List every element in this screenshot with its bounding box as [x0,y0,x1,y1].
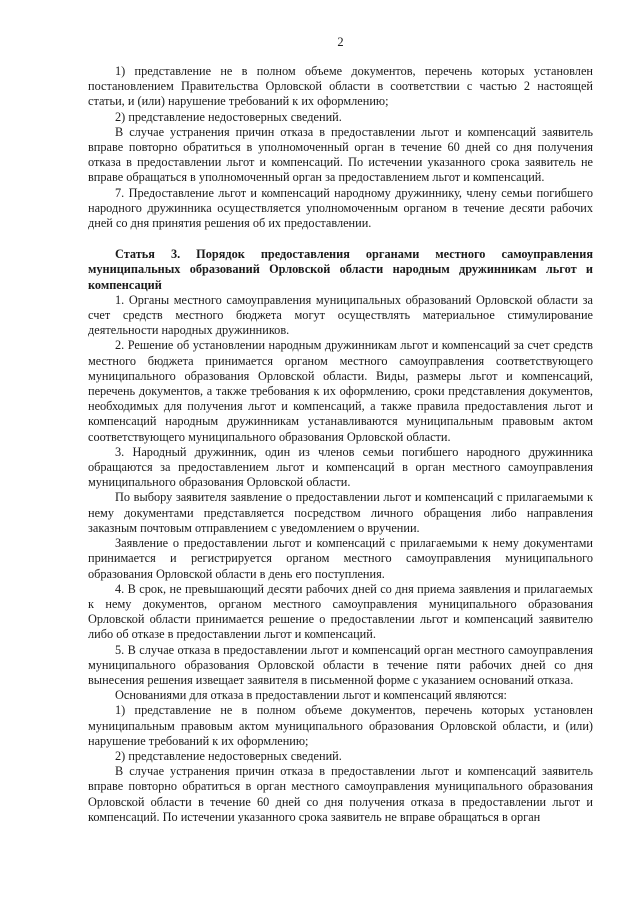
paragraph: 2) представление недостоверных сведений. [115,109,342,124]
article-heading: Статья 3. Порядок предоставления органами местного самоуправления муниципальных образований Орловской области народным дружинникам льгот и компенсаций [88,247,593,292]
section-article-3 [88,293,593,825]
paragraph: 5. В случае отказа в предоставлении льгот и компенсаций орган местного самоуправления муниципального образования Орловской области в течение пяти рабочих дней со дня вынесения решения извещает заявителя в письменной форме с указанием оснований отказа. [88,642,593,687]
paragraph: 2. Решение об установлении народным дружинникам льгот и компенсаций за счет средств местного бюджета принимается органом местного самоуправления соответствующего муниципального образования Орловской области. Виды, размеры льгот и компенсаций, перечень документов, а также требования к их оформлению, сроки представления документов, необходимых для получения льгот и компенсаций, а также правила предоставления льгот и компенсаций народным дружинникам устанавливаются муниципальным правовым актом соответствующего муниципального образования Орловской области. [88,338,593,444]
paragraph: Основаниями для отказа в предоставлении льгот и компенсаций являются: [115,688,507,703]
section-previous-article-continuation [88,64,593,231]
paragraph: 3. Народный дружинник, один из членов семьи погибшего народного дружинника обращаются за предоставлением льгот и компенсаций в орган местного самоуправления муниципального образования Орловской области. [88,444,593,490]
paragraph: В случае устранения причин отказа в предоставлении льгот и компенсаций заявитель вправе повторно обратиться в уполномоченный орган в течение 60 дней со дня получения отказа в предоставлении льгот и компенсаций. По истечении указанного срока заявитель не вправе обращаться в уполномоченный орган за предоставлением льгот и компенсаций. [88,124,593,185]
paragraph: По выбору заявителя заявление о предоставлении льгот и компенсаций с прилагаемыми к нему документами представляется посредством личного обращения либо направления заказным почтовым отправлением с уведомлением о вручении. [88,490,593,535]
paragraph: 7. Предоставление льгот и компенсаций народному дружиннику, члену семьи погибшего народного дружинника осуществляется уполномоченным органом в течение десяти рабочих дней со дня принятия решения об их предоставлении. [88,185,593,231]
paragraph: 1) представление не в полном объеме документов, перечень которых установлен муниципальным правовым актом муниципального образования Орловской области, и (или) нарушение требований к их оформлению; [88,703,593,748]
paragraph: 1) представление не в полном объеме документов, перечень которых установлен постановлением Правительства Орловской области в соответствии с частью 2 настоящей статьи, и (или) нарушение требований к их оформлению; [88,64,593,109]
paragraph: 1. Органы местного самоуправления муниципальных образований Орловской области за счет средств местного бюджета могут осуществлять материальное стимулирование деятельности народных дружинников. [88,292,593,338]
page-number: 2 [337,35,344,49]
paragraph: 2) представление недостоверных сведений. [115,748,342,763]
paragraph: Заявление о предоставлении льгот и компенсаций с прилагаемыми к нему документами принимается и регистрируется органом местного самоуправления муниципального образования Орловской области в день его поступления. [88,536,593,581]
document-page [88,34,593,825]
paragraph: 4. В срок, не превышающий десяти рабочих дней со дня приема заявления и прилагаемых к нему документов, органом местного самоуправления муниципального образования Орловской области принимается решение о предоставлении льгот и компенсаций заявителю либо об отказе в предоставлении льгот и компенсаций. [88,581,593,642]
paragraph: В случае устранения причин отказа в предоставлении льгот и компенсаций заявитель вправе повторно обратиться в орган местного самоуправления муниципального образования Орловской области в течение 60 дней со дня получения отказа в предоставлении льгот и компенсаций. По истечении указанного срока заявитель не вправе обращаться в орган [88,764,593,824]
